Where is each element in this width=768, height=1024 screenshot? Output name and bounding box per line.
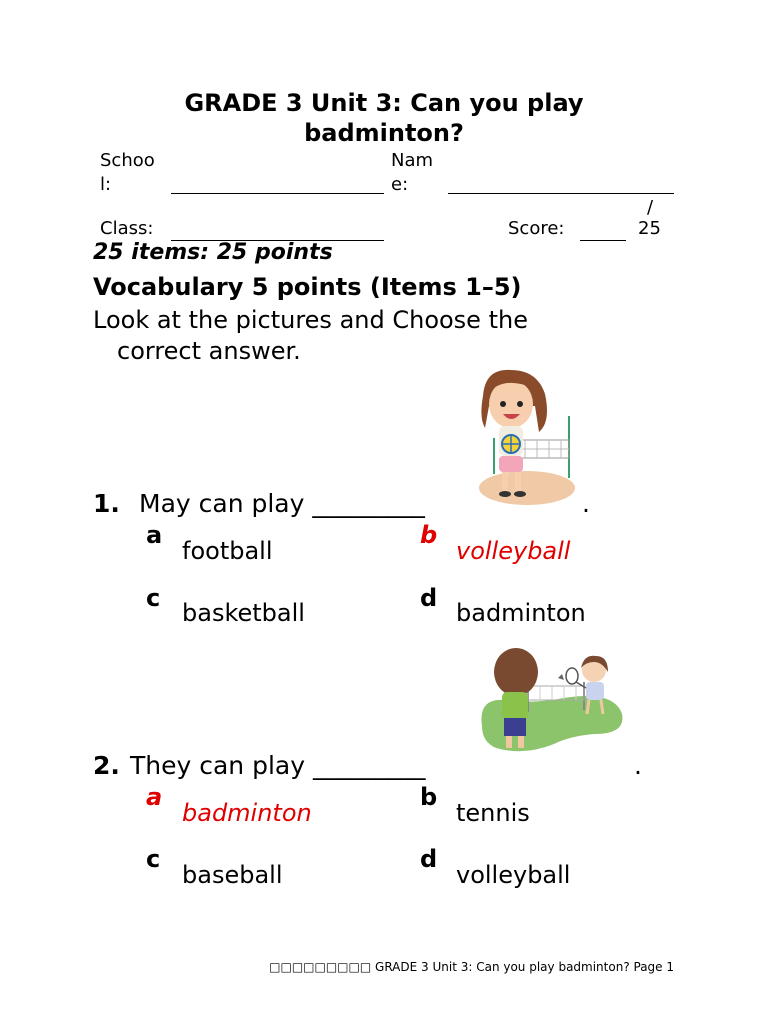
section-title: Vocabulary 5 points (Items 1–5) <box>93 273 522 301</box>
q2-option-d-letter[interactable]: d <box>420 845 438 873</box>
question-2-end: . <box>634 751 642 780</box>
items-points-line: 25 items: 25 points <box>93 240 333 265</box>
score-label: Score: <box>508 218 565 239</box>
q1-option-d-letter[interactable]: d <box>420 584 438 612</box>
page-footer <box>269 960 674 974</box>
q1-option-c-text[interactable]: basketball <box>182 599 305 627</box>
school-label-part-2: l: <box>100 174 112 195</box>
q2-option-d-text[interactable]: volleyball <box>456 861 571 889</box>
question-2-number: 2. <box>93 751 120 780</box>
q1-option-d-text[interactable]: badminton <box>456 599 586 627</box>
girl-with-volleyball-icon <box>465 366 577 510</box>
q2-option-a-text[interactable]: badminton <box>182 799 312 827</box>
q1-option-b-letter[interactable]: b <box>420 521 438 549</box>
score-total: 25 <box>638 218 661 239</box>
instruction-line-2: correct answer. <box>117 337 301 365</box>
question-1-text: May can play _________ <box>139 489 425 518</box>
score-slash: / <box>647 197 654 218</box>
q2-option-b-letter[interactable]: b <box>420 783 438 811</box>
footer-prefix: □□□□□□□□□ <box>269 960 372 974</box>
q2-option-b-text[interactable]: tennis <box>456 799 530 827</box>
instruction-line-1: Look at the pictures and Choose the <box>93 306 528 334</box>
school-field[interactable] <box>171 193 384 194</box>
q2-option-c-text[interactable]: baseball <box>182 861 283 889</box>
school-label-part-1: Schoo <box>100 150 155 171</box>
worksheet-title-line-2: badminton? <box>304 119 464 147</box>
question-2-text: They can play _________ <box>130 751 426 780</box>
class-label: Class: <box>100 218 154 239</box>
q1-option-a-letter[interactable]: a <box>146 521 163 549</box>
name-label-part-1: Nam <box>391 150 434 171</box>
footer-text: GRADE 3 Unit 3: Can you play badminton? Page 1 <box>375 960 674 974</box>
name-label-part-2: e: <box>391 174 409 195</box>
name-field[interactable] <box>448 193 674 194</box>
question-1-number: 1. <box>93 489 120 518</box>
q1-option-a-text[interactable]: football <box>182 537 273 565</box>
score-field[interactable] <box>580 240 626 241</box>
q2-option-a-letter[interactable]: a <box>146 783 163 811</box>
question-1-end: . <box>582 489 590 518</box>
q1-option-b-text[interactable]: volleyball <box>456 537 571 565</box>
q1-option-c-letter[interactable]: c <box>146 584 161 612</box>
worksheet-title-line-1: GRADE 3 Unit 3: Can you play <box>184 89 584 117</box>
children-playing-badminton-icon <box>474 648 626 758</box>
q2-option-c-letter[interactable]: c <box>146 845 161 873</box>
